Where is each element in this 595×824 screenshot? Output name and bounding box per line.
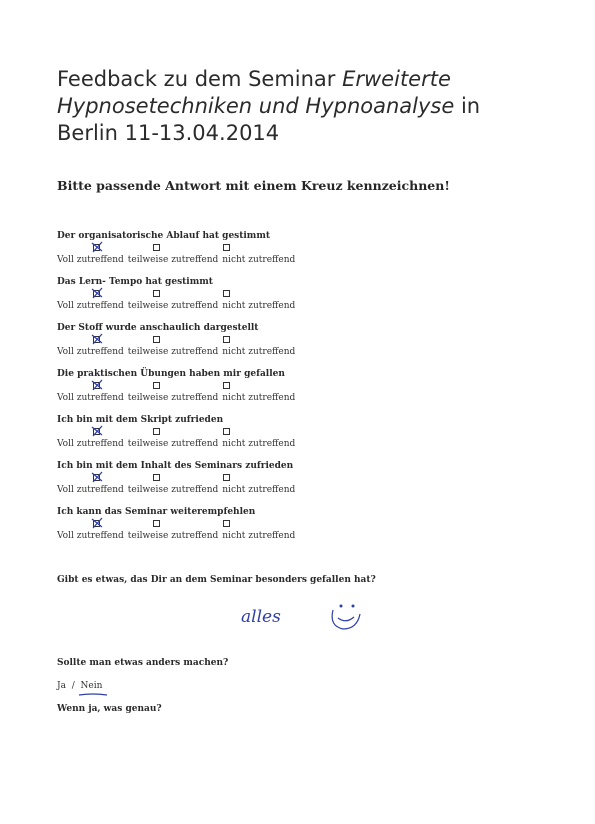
checkbox-teilweise[interactable] xyxy=(153,474,160,481)
checkbox-teilweise[interactable] xyxy=(153,520,160,527)
open-question-liked: Gibt es etwas, das Dir an dem Seminar besonders gefallen hat? xyxy=(57,575,376,585)
checkbox-teilweise[interactable] xyxy=(153,382,160,389)
answer-options xyxy=(57,425,417,451)
option-label: nicht zutreffend xyxy=(222,301,296,311)
title-line-3: Berlin 11-13.04.2014 xyxy=(57,121,280,145)
question-text: Die praktischen Übungen haben mir gefallen xyxy=(57,369,285,379)
option-label: nicht zutreffend xyxy=(222,255,296,265)
option-labels xyxy=(57,439,299,449)
open-question-what: Wenn ja, was genau? xyxy=(57,704,162,714)
checkbox-teilweise[interactable] xyxy=(153,244,160,251)
question-text: Der Stoff wurde anschaulich dargestellt xyxy=(57,323,259,333)
answer-options xyxy=(57,241,417,267)
check-cross-icon xyxy=(90,471,104,483)
option-labels xyxy=(57,301,299,311)
check-cross-icon xyxy=(90,425,104,437)
option-labels xyxy=(57,531,299,541)
checkbox-nicht[interactable] xyxy=(223,474,230,481)
handwritten-answer xyxy=(235,596,370,636)
option-label: nicht zutreffend xyxy=(222,393,296,403)
answer-options xyxy=(57,517,417,543)
option-label: Voll zutreffend xyxy=(57,393,124,403)
checkbox-teilweise[interactable] xyxy=(153,336,160,343)
question-item xyxy=(57,231,417,267)
check-cross-icon xyxy=(90,333,104,345)
no-option[interactable] xyxy=(81,681,103,691)
option-label: teilweise zutreffend xyxy=(127,531,219,541)
question-item xyxy=(57,461,417,497)
handwritten-underline xyxy=(78,692,108,697)
option-labels xyxy=(57,255,299,265)
question-text: Ich bin mit dem Skript zufrieden xyxy=(57,415,224,425)
handwritten-word: alles xyxy=(241,607,281,627)
option-label: teilweise zutreffend xyxy=(127,393,219,403)
question-item xyxy=(57,415,417,451)
title-plain-2: in xyxy=(454,94,481,118)
checkbox-teilweise[interactable] xyxy=(153,290,160,297)
option-label: teilweise zutreffend xyxy=(127,347,219,357)
checkbox-nicht[interactable] xyxy=(223,244,230,251)
option-label: Voll zutreffend xyxy=(57,439,124,449)
yes-no-separator: / xyxy=(71,681,75,691)
checkbox-teilweise[interactable] xyxy=(153,428,160,435)
option-label: Voll zutreffend xyxy=(57,485,124,495)
option-label: Voll zutreffend xyxy=(57,347,124,357)
no-option-label: Nein xyxy=(80,681,103,691)
page-title xyxy=(57,66,577,147)
answer-options xyxy=(57,287,417,313)
checkbox-nicht[interactable] xyxy=(223,290,230,297)
option-label: nicht zutreffend xyxy=(222,347,296,357)
option-label: teilweise zutreffend xyxy=(127,439,219,449)
option-label: Voll zutreffend xyxy=(57,531,124,541)
option-label: teilweise zutreffend xyxy=(127,255,219,265)
question-item xyxy=(57,507,417,543)
option-label: teilweise zutreffend xyxy=(127,485,219,495)
option-label: Voll zutreffend xyxy=(57,255,124,265)
checkbox-nicht[interactable] xyxy=(223,336,230,343)
checkbox-nicht[interactable] xyxy=(223,428,230,435)
option-label: nicht zutreffend xyxy=(222,485,296,495)
instruction-text: Bitte passende Antwort mit einem Kreuz kennzeichnen! xyxy=(57,178,450,193)
question-item xyxy=(57,369,417,405)
question-text: Ich bin mit dem Inhalt des Seminars zufrieden xyxy=(57,461,294,471)
option-label: Voll zutreffend xyxy=(57,301,124,311)
option-labels xyxy=(57,347,299,357)
option-labels xyxy=(57,485,299,495)
answer-options xyxy=(57,471,417,497)
question-text: Der organisatorische Ablauf hat gestimmt xyxy=(57,231,271,241)
check-cross-icon xyxy=(90,287,104,299)
yes-no-choice xyxy=(57,681,102,691)
yes-option[interactable]: Ja xyxy=(57,681,66,691)
check-cross-icon xyxy=(90,517,104,529)
check-cross-icon xyxy=(90,379,104,391)
answer-options xyxy=(57,333,417,359)
option-label: teilweise zutreffend xyxy=(127,301,219,311)
smiley-icon xyxy=(332,605,360,629)
checkbox-nicht[interactable] xyxy=(223,520,230,527)
question-text: Ich kann das Seminar weiterempfehlen xyxy=(57,507,256,517)
question-text: Das Lern- Tempo hat gestimmt xyxy=(57,277,213,287)
check-cross-icon xyxy=(90,241,104,253)
title-plain-1: Feedback zu dem Seminar xyxy=(57,67,343,91)
open-question-change: Sollte man etwas anders machen? xyxy=(57,658,229,668)
question-item xyxy=(57,323,417,359)
question-item xyxy=(57,277,417,313)
answer-options xyxy=(57,379,417,405)
option-label: nicht zutreffend xyxy=(222,439,296,449)
title-italic-1: Erweiterte xyxy=(342,67,451,91)
checkbox-nicht[interactable] xyxy=(223,382,230,389)
option-label: nicht zutreffend xyxy=(222,531,296,541)
title-italic-2: Hypnosetechniken und Hypnoanalyse xyxy=(57,94,455,118)
option-labels xyxy=(57,393,299,403)
